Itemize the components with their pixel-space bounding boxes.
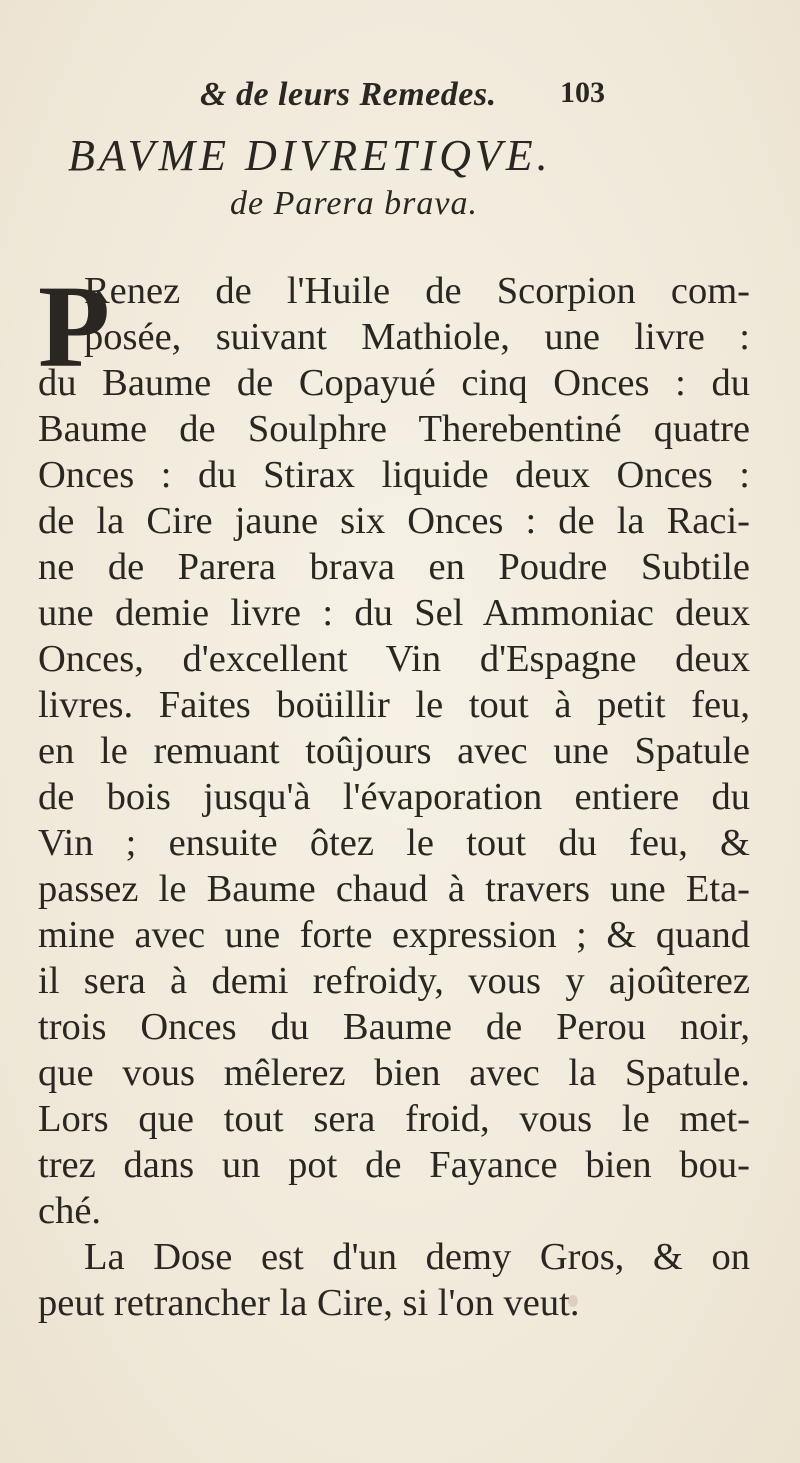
body-line: Renez de l'Huile de Scorpion com- [84,270,750,312]
body-line: ché. [38,1190,102,1232]
body-line: trois Onces du Baume de Perou noir, [38,1006,750,1048]
body-line: de bois jusqu'à l'évaporation entiere du [38,776,750,818]
body-line: posée, suivant Mathiole, une livre : [84,316,750,358]
page-header [0,68,800,118]
body-line: trez dans un pot de Fayance bien bou- [38,1144,750,1186]
drop-cap: P [38,261,111,392]
body-line: mine avec une forte expression ; & quand [38,914,750,956]
body-line: peut retrancher la Cire, si l'on veut. [38,1282,580,1324]
body-line: Baume de Soulphre Therebentiné quatre [38,408,750,450]
body-line: Vin ; ensuite ôtez le tout du feu, & [38,822,750,864]
page-number: 103 [560,76,605,109]
recipe-body [38,261,750,1326]
body-line: passez le Baume chaud à travers une Eta- [38,868,750,910]
body-line: une demie livre : du Sel Ammoniac deux [38,592,750,634]
body-line: livres. Faites boüillir le tout à petit feu, [38,684,750,726]
ink-smudge [568,1295,578,1307]
body-line: que vous mêlerez bien avec la Spatule. [38,1052,750,1094]
body-line: Onces, d'excellent Vin d'Espagne deux [38,638,750,680]
body-line: ne de Parera brava en Poudre Subtile [38,546,750,588]
body-line: il sera à demi refroidy, vous y ajoûterez [38,960,750,1002]
body-line: Onces : du Stirax liquide deux Onces : [38,454,750,496]
body-line: Lors que tout sera froid, vous le met- [38,1098,750,1140]
body-line: de la Cire jaune six Onces : de la Raci- [38,500,750,542]
recipe-title: BAVME DIVRETIQVE. [68,131,552,180]
recipe-subtitle: de Parera brava. [230,185,478,222]
body-line: La Dose est d'un demy Gros, & on [84,1236,750,1278]
body-line: en le remuant toûjours avec une Spatule [38,730,750,772]
body-line: du Baume de Copayué cinq Onces : du [38,362,750,404]
running-head: & de leurs Remedes. [200,76,497,113]
